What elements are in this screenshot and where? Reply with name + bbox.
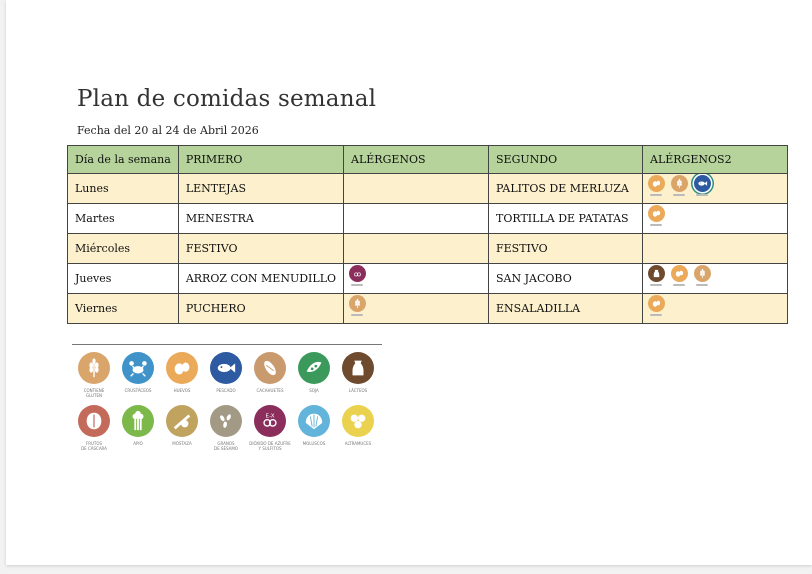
table-row [68,264,788,294]
celery-icon [122,405,154,437]
legend-item-pescado [204,352,248,393]
table-row [68,204,788,234]
cell-allergens-1 [344,174,489,204]
header-allergens-1: ALÉRGENOS [344,146,489,174]
allergen-huevos-icon [668,265,690,286]
svg-text:E-X: E-X [265,413,275,420]
legend-label: FRUTOS DE CÁSCARA [81,441,107,451]
legend-label: MOSTAZA [172,441,192,446]
sulfite-icon [254,405,286,437]
cell-second-course: SAN JACOBO [489,264,643,294]
cell-second-course: TORTILLA DE PATATAS [489,204,643,234]
legend-item-altramuces [336,405,380,446]
legend-item-huevos [160,352,204,393]
legend-label: HUEVOS [173,388,191,393]
header-day: Día de la semana [68,146,179,174]
legend-item-apio [116,405,160,446]
legend-item-cacahuetes [248,352,292,393]
allergen-gluten-icon [346,295,368,316]
page-title: Plan de comidas semanal [77,86,377,112]
cell-allergens-1 [344,294,489,324]
date-range: Fecha del 20 al 24 de Abril 2026 [77,124,259,137]
legend-item-frutos [72,405,116,451]
table-row [68,294,788,324]
eggs-icon [166,352,198,384]
allergen-huevos-icon [645,175,667,196]
table-header-row [68,146,788,174]
legend-label: CACAHUETES [256,388,284,393]
cell-allergens-1 [344,264,489,294]
cell-day: Viernes [68,294,179,324]
cell-day: Miércoles [68,234,179,264]
mustard-icon [166,405,198,437]
allergen-pescado-icon [691,175,713,196]
cell-allergens-2 [643,174,788,204]
cell-allergens-2 [643,294,788,324]
legend-label: CRUSTÁCEOS [124,388,152,393]
lupin-icon [342,405,374,437]
cell-day: Martes [68,204,179,234]
legend-item-gluten [72,352,116,398]
legend-label: APIO [133,441,143,446]
cell-first-course: PUCHERO [178,294,343,324]
meal-plan-table [67,145,788,324]
legend-label: GRANOS DE SÉSAMO [214,441,238,451]
shell-icon [298,405,330,437]
cell-day: Lunes [68,174,179,204]
allergen-huevos-icon [645,295,667,316]
legend-item-sesamo [204,405,248,451]
milk-jug-icon [342,352,374,384]
allergen-huevos-icon [645,205,667,226]
legend-item-lacteos [336,352,380,393]
header-second-course: SEGUNDO [489,146,643,174]
document-page [6,0,812,565]
sesame-icon [210,405,242,437]
cell-first-course: FESTIVO [178,234,343,264]
soy-icon [298,352,330,384]
cell-second-course: ENSALADILLA [489,294,643,324]
legend-label: CONTIENE GLUTEN [83,388,105,398]
fish-icon [210,352,242,384]
allergen-gluten-icon [668,175,690,196]
cell-first-course: MENESTRA [178,204,343,234]
legend-label: ALTRAMUCES [344,441,372,446]
table-row [68,234,788,264]
legend-item-crustaceos [116,352,160,393]
header-first-course: PRIMERO [178,146,343,174]
legend-label: PESCADO [216,388,236,393]
legend-item-soja [292,352,336,393]
cell-allergens-2 [643,204,788,234]
wheat-icon [78,352,110,384]
legend-label: DIÓXIDO DE AZUFRE Y SULFITOS [249,441,291,451]
allergen-sulfitos-icon [346,265,368,286]
nut-icon [78,405,110,437]
cell-allergens-2 [643,264,788,294]
cell-second-course: FESTIVO [489,234,643,264]
table-row [68,174,788,204]
legend-item-sulfitos [248,405,292,451]
cell-allergens-1 [344,204,489,234]
cell-day: Jueves [68,264,179,294]
legend-label: MOLUSCOS [302,441,326,446]
header-allergens-2: ALÉRGENOS2 [643,146,788,174]
cell-allergens-1 [344,234,489,264]
cell-first-course: ARROZ CON MENUDILLO [178,264,343,294]
legend-label: LÁCTEOS [348,388,368,393]
crab-icon [122,352,154,384]
cell-first-course: LENTEJAS [178,174,343,204]
legend-item-mostaza [160,405,204,446]
allergen-legend [72,344,382,451]
peanut-icon [254,352,286,384]
allergen-lacteos-icon [645,265,667,286]
legend-item-moluscos [292,405,336,446]
cell-allergens-2 [643,234,788,264]
cell-second-course: PALITOS DE MERLUZA [489,174,643,204]
allergen-gluten-icon [691,265,713,286]
legend-label: SOJA [309,388,319,393]
